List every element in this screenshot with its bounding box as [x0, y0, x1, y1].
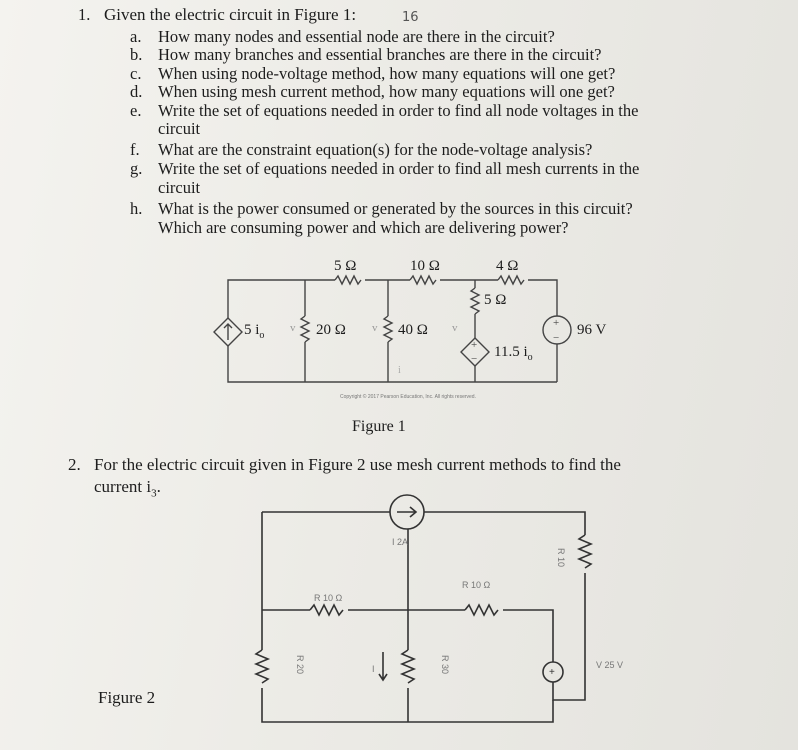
label-r40: 40 Ω: [398, 322, 428, 338]
label-node-v3: v: [452, 322, 458, 334]
resistor-r-bottom-left: [256, 650, 268, 683]
handwritten-note: 16: [402, 10, 419, 25]
q1-item-letter: b.: [130, 45, 143, 64]
q1-item-text: What is the power consumed or generated by the sources in this circuit?: [158, 199, 633, 218]
svg-text:−: −: [471, 353, 478, 365]
figure2-caption: Figure 2: [98, 688, 156, 707]
q1-item-text: When using mesh current method, how many equations will one get?: [158, 82, 615, 101]
label-r4-top: 4 Ω: [496, 258, 519, 274]
q1-item-text: Write the set of equations needed in order to find all node voltages in the: [158, 101, 639, 120]
current-i3-arrow: [379, 652, 387, 680]
label-dep-source-right: 11.5 $i_o$: [494, 344, 533, 363]
q1-item-continuation: circuit: [158, 119, 201, 138]
q1-item-letter: c.: [130, 64, 142, 83]
q1-item-text: Write the set of equations needed in order to find all mesh currents in the: [158, 159, 640, 178]
label-vsrc-96v: 96 V: [577, 322, 607, 338]
svg-text:+: +: [471, 339, 478, 351]
q1-item-text: How many nodes and essential node are there in the circuit?: [158, 27, 555, 46]
label-r10-top: 10 Ω: [410, 258, 440, 274]
q1-item-letter: d.: [130, 82, 143, 101]
q1-item-text: What are the constraint equation(s) for the node-voltage analysis?: [158, 140, 593, 159]
label-r-left: R 10 Ω: [314, 593, 343, 603]
svg-text:−: −: [553, 332, 560, 344]
label-vsrc-25v: V 25 V: [596, 660, 624, 670]
q1-item-text: When using node-voltage method, how many equations will one get?: [158, 64, 616, 83]
copyright-text: Copyright © 2017 Pearson Education, Inc. All rights reserved.: [340, 394, 476, 400]
q1-intro: Given the electric circuit in Figure 1:: [104, 5, 357, 24]
figure1-caption: Figure 1: [352, 418, 406, 435]
label-node-v1: v: [290, 322, 296, 334]
svg-text:+: +: [553, 317, 560, 329]
q1-item-letter: h.: [130, 199, 143, 218]
q2-text-line2: current $i_3$.: [94, 477, 161, 500]
q1-item-continuation: Which are consuming power and which are delivering power?: [158, 218, 569, 237]
resistor-r-right: [465, 605, 498, 615]
label-node-v2: v: [372, 322, 378, 334]
label-io: i: [398, 365, 401, 376]
q2-text-line1: For the electric circuit given in Figure 2 use mesh current methods to find the: [94, 455, 621, 474]
resistor-r-far-right: [579, 535, 591, 568]
label-r-bottom-left: R 20: [295, 655, 305, 675]
resistor-r-left: [310, 605, 343, 615]
label-r5-vertical: 5 Ω: [484, 292, 507, 308]
q1-item-text: How many branches and essential branches are there in the circuit?: [158, 45, 602, 64]
svg-text:+: +: [549, 667, 555, 678]
q1-item-letter: g.: [130, 159, 143, 178]
label-r-bottom-mid: R 30: [440, 655, 450, 675]
q2-number: 2.: [68, 455, 81, 474]
q1-item-continuation: circuit: [158, 178, 201, 197]
label-i3: I: [372, 664, 375, 674]
q1-item-letter: a.: [130, 27, 142, 46]
resistor-r-bottom-mid: [402, 650, 414, 683]
q1-item-letter: f.: [130, 140, 140, 159]
q1-number: 1.: [78, 5, 91, 24]
label-r20: 20 Ω: [316, 322, 346, 338]
label-r5-top: 5 Ω: [334, 258, 357, 274]
label-r-far-right: R 10: [556, 548, 566, 568]
label-r-right: R 10 Ω: [462, 580, 491, 590]
label-current-source: I 2A: [392, 537, 409, 547]
label-dep-source-left: 5 $i_o$: [244, 322, 265, 341]
q1-item-letter: e.: [130, 101, 142, 120]
